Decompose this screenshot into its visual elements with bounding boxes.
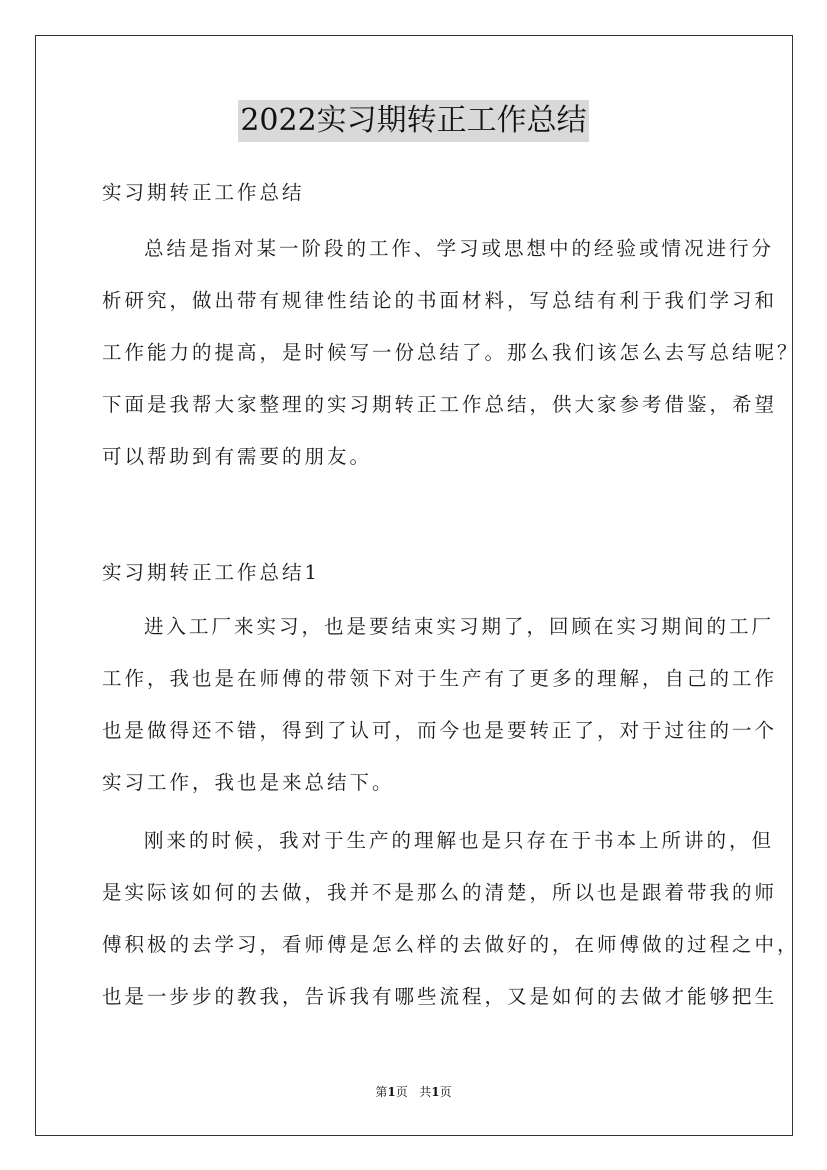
section1-paragraph-1 [102,601,778,809]
footer-page-suffix: 页 [395,1085,408,1099]
footer-total-prefix: 共 [419,1085,432,1099]
section1-para2-line: 刚来的时候，我对于生产的理解也是只存在于书本上所讲的，但 [144,829,775,852]
intro-line: 可以帮助到有需要的朋友。 [102,445,373,468]
document-title-wrapper [0,100,827,142]
section1-para2-line: 是实际该如何的去做，我并不是那么的清楚，所以也是跟着带我的师 [102,881,778,904]
intro-line: 析研究，做出带有规律性结论的书面材料，写总结有利于我们学习和 [102,289,778,312]
intro-line: 总结是指对某一阶段的工作、学习或思想中的经验或情况进行分 [144,237,775,260]
section1-para2-line: 傅积极的去学习，看师傅是怎么样的去做好的，在师傅做的过程之中， [102,933,800,956]
page-footer [0,1083,827,1100]
section1-para1-line: 实习工作，我也是来总结下。 [102,771,395,794]
footer-total-suffix: 页 [439,1085,452,1099]
footer-total-number: 1 [431,1085,440,1099]
document-title: 2022实习期转正工作总结 [238,100,588,142]
section1-para1-line: 也是做得还不错，得到了认可，而今也是要转正了，对于过往的一个 [102,719,778,742]
intro-paragraph [102,223,800,483]
footer-page-number: 1 [387,1085,396,1099]
section1-para2-line: 也是一步步的教我，告诉我有哪些流程，又是如何的去做才能够把生 [102,985,778,1008]
footer-page-prefix: 第 [375,1085,388,1099]
section1-para1-line: 工作，我也是在师傅的带领下对于生产有了更多的理解，自己的工作 [102,667,778,690]
section1-paragraph-2 [102,815,800,1023]
section1-heading: 实习期转正工作总结1 [102,561,320,584]
section1-para1-line: 进入工厂来实习，也是要结束实习期了，回顾在实习期间的工厂 [144,615,775,638]
document-subtitle: 实习期转正工作总结 [102,181,305,204]
intro-line: 下面是我帮大家整理的实习期转正工作总结，供大家参考借鉴，希望 [102,393,778,416]
intro-line: 工作能力的提高，是时候写一份总结了。那么我们该怎么去写总结呢？ [102,341,800,364]
